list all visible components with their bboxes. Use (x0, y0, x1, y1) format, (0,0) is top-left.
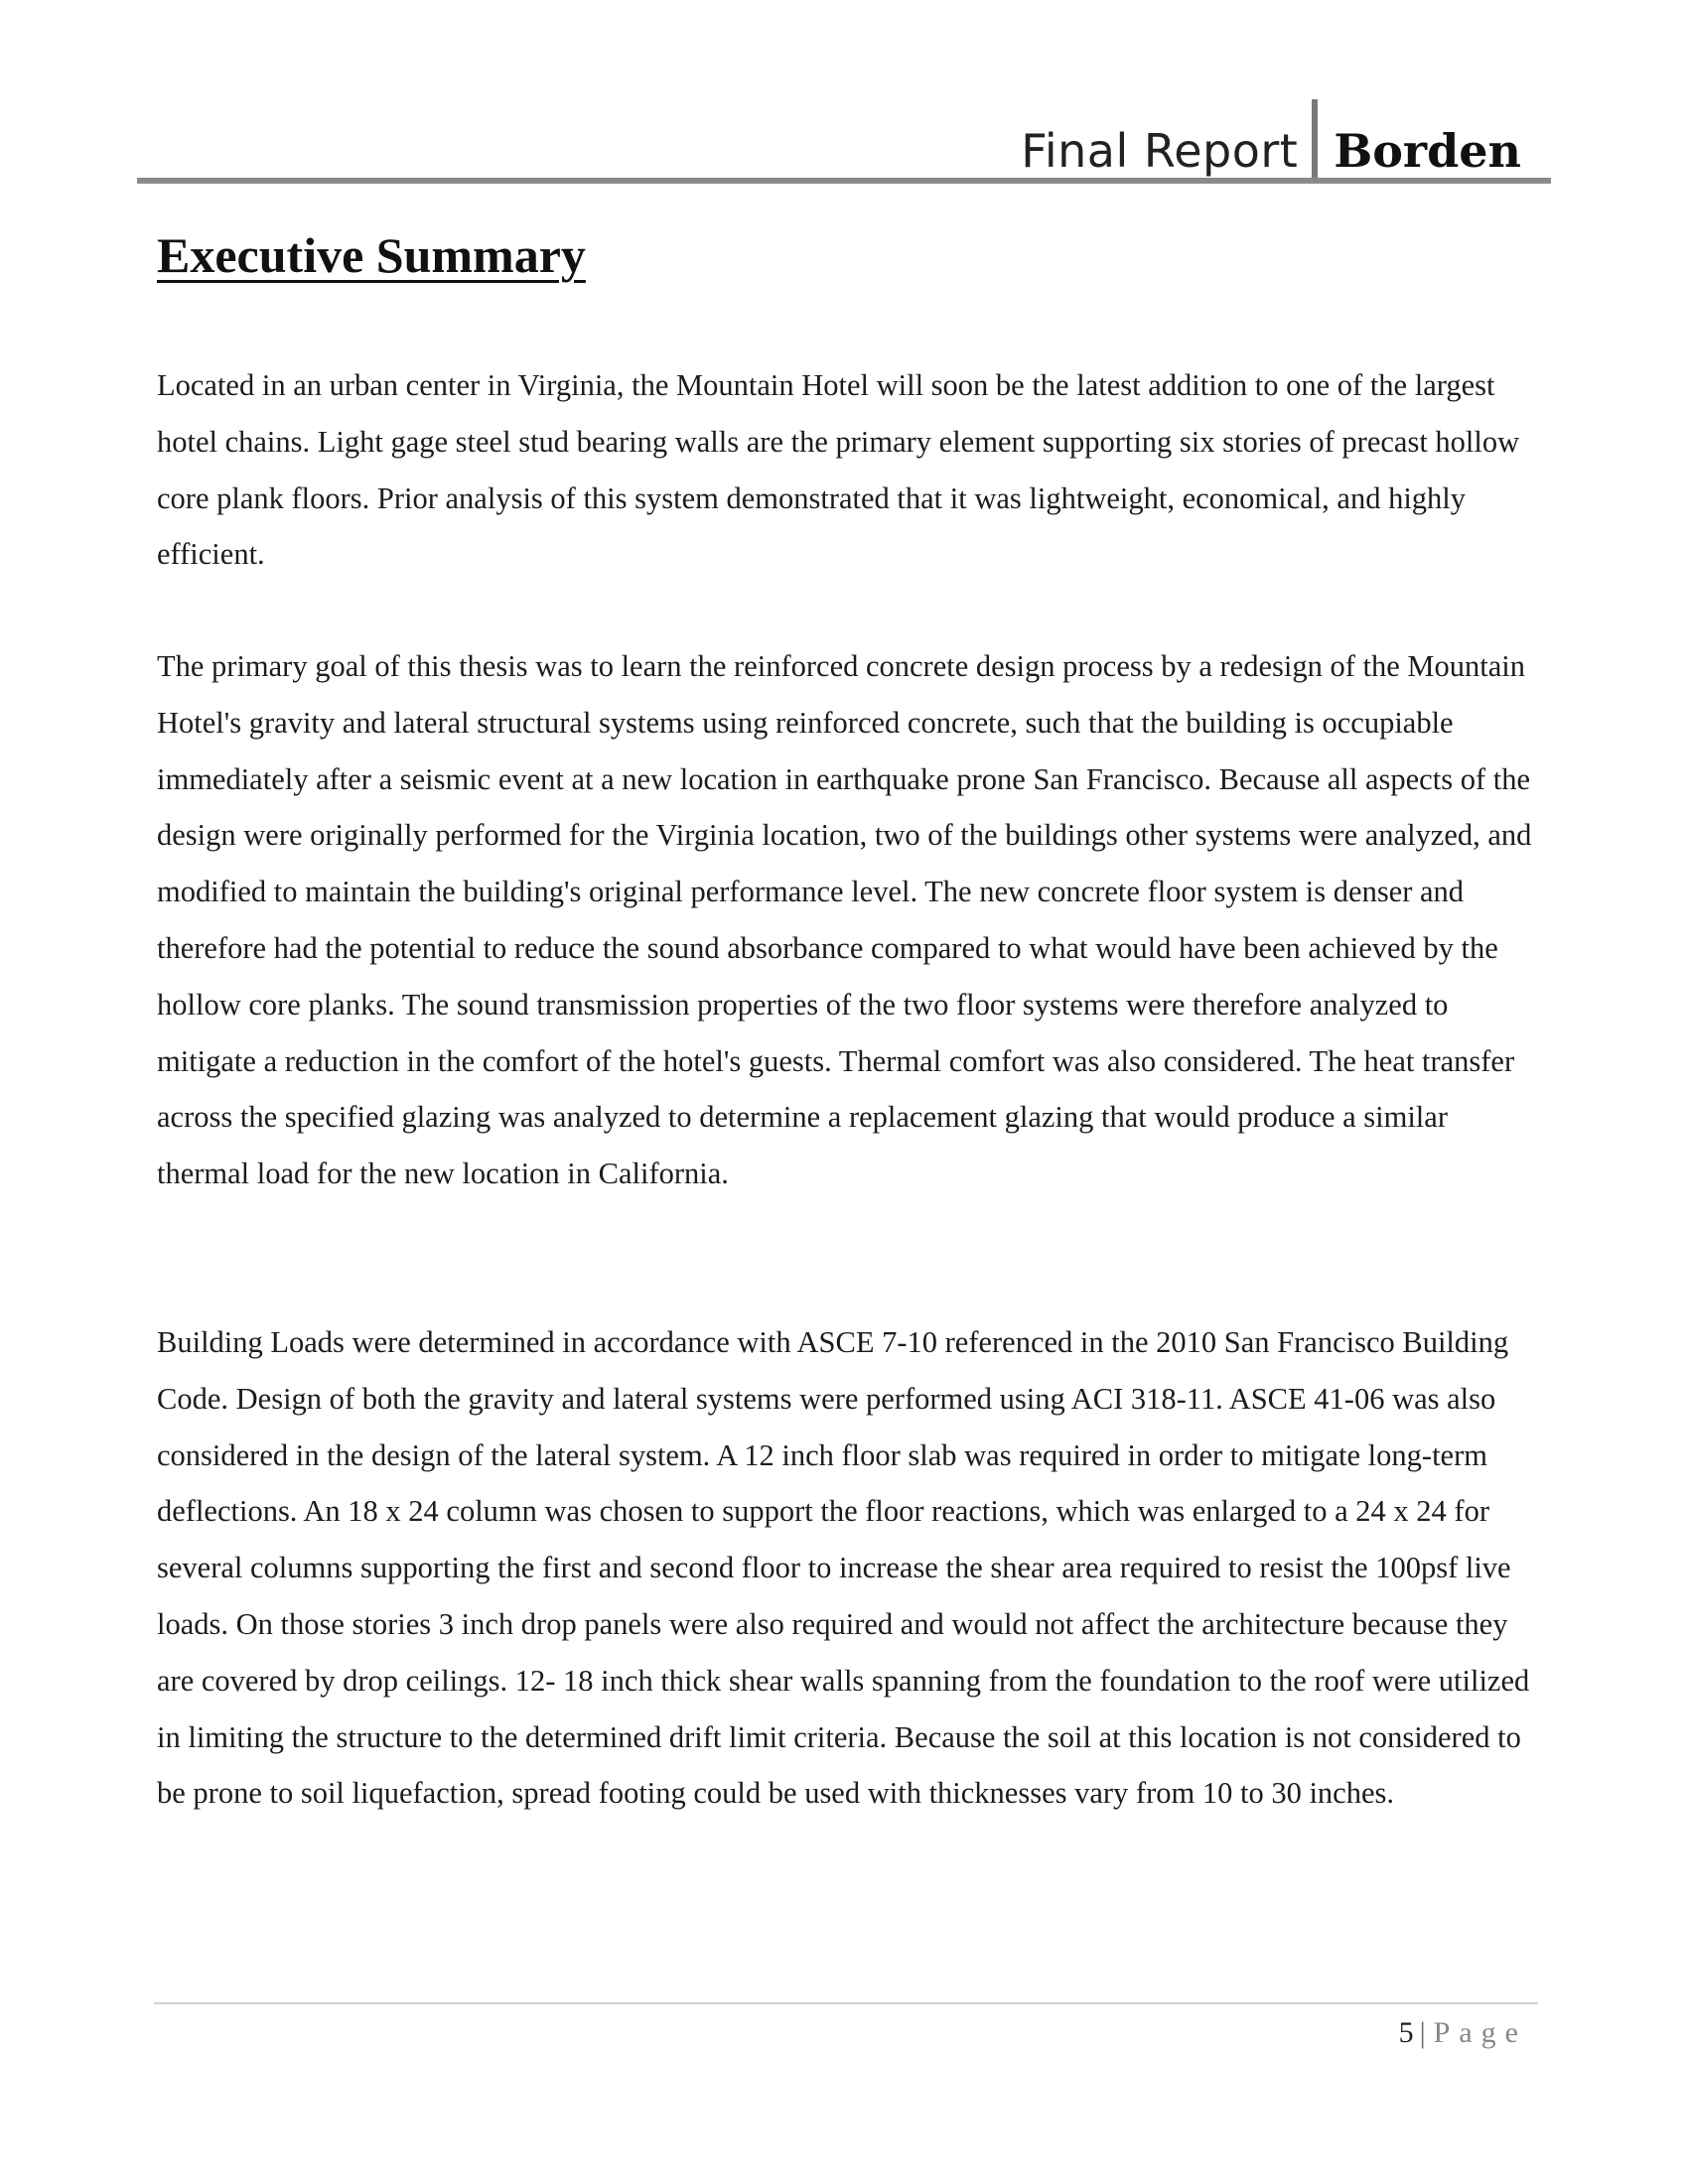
paragraph-intro: Located in an urban center in Virginia, the Mountain Hotel will soon be the latest addition to one of the largest hotel chains. Light gage steel stud bearing walls are the primary element supporting six stories of precast hollow core plank floors. Prior analysis of this system demonstrated that it was lightweight, economical, and highly efficient. (157, 368, 1520, 572)
section-heading: Executive Summary (157, 227, 586, 283)
page-footer (1399, 2009, 1527, 2057)
page-label: Page (1433, 2016, 1527, 2049)
footer-separator: | (1419, 2016, 1426, 2049)
report-author: Borden (1334, 124, 1521, 178)
header-text-group (1021, 99, 1551, 181)
report-title: Final Report (1021, 124, 1299, 178)
footer-rule (154, 2002, 1538, 2004)
paragraph-loads: Building Loads were determined in accordance with ASCE 7-10 referenced in the 2010 San Francisco Building Code. Design of both the gravity and lateral systems were performed using ACI 318-11. ASCE 41-06 was also considered in the design of the lateral system. A 12 inch floor slab was required in order to mitigate long-term deflections. An 18 x 24 column was chosen to support the floor reactions, which was enlarged to a 24 x 24 for several columns supporting the first and second floor to increase the shear area required to resist the 100psf live loads. On those stories 3 inch drop panels were also required and would not affect the architecture because they are covered by drop ceilings. 12- 18 inch thick shear walls spanning from the foundation to the roof were utilized in limiting the structure to the determined drift limit criteria. Because the soil at this location is not considered to be prone to soil liquefaction, spread footing could be used with thicknesses vary from 10 to 30 inches. (157, 1325, 1530, 1811)
paragraph-goal: The primary goal of this thesis was to learn the reinforced concrete design process by a redesign of the Mountain Hotel's gravity and lateral structural systems using reinforced concrete, such that the building is occupiable immediately after a seismic event at a new location in earthquake prone San Francisco. Because all aspects of the design were originally performed for the Virginia location, two of the buildings other systems were analyzed, and modified to maintain the building's original performance level. The new concrete floor system is denser and therefore had the potential to reduce the sound absorbance compared to what would have been achieved by the hollow core planks. The sound transmission properties of the two floor systems were therefore analyzed to mitigate a reduction in the comfort of the hotel's guests. Thermal comfort was also considered. The heat transfer across the specified glazing was analyzed to determine a replacement glazing that would produce a similar thermal load for the new location in California. (157, 649, 1532, 1191)
page-header (139, 99, 1551, 181)
page-number: 5 (1398, 2016, 1414, 2049)
header-rule (137, 178, 1551, 184)
